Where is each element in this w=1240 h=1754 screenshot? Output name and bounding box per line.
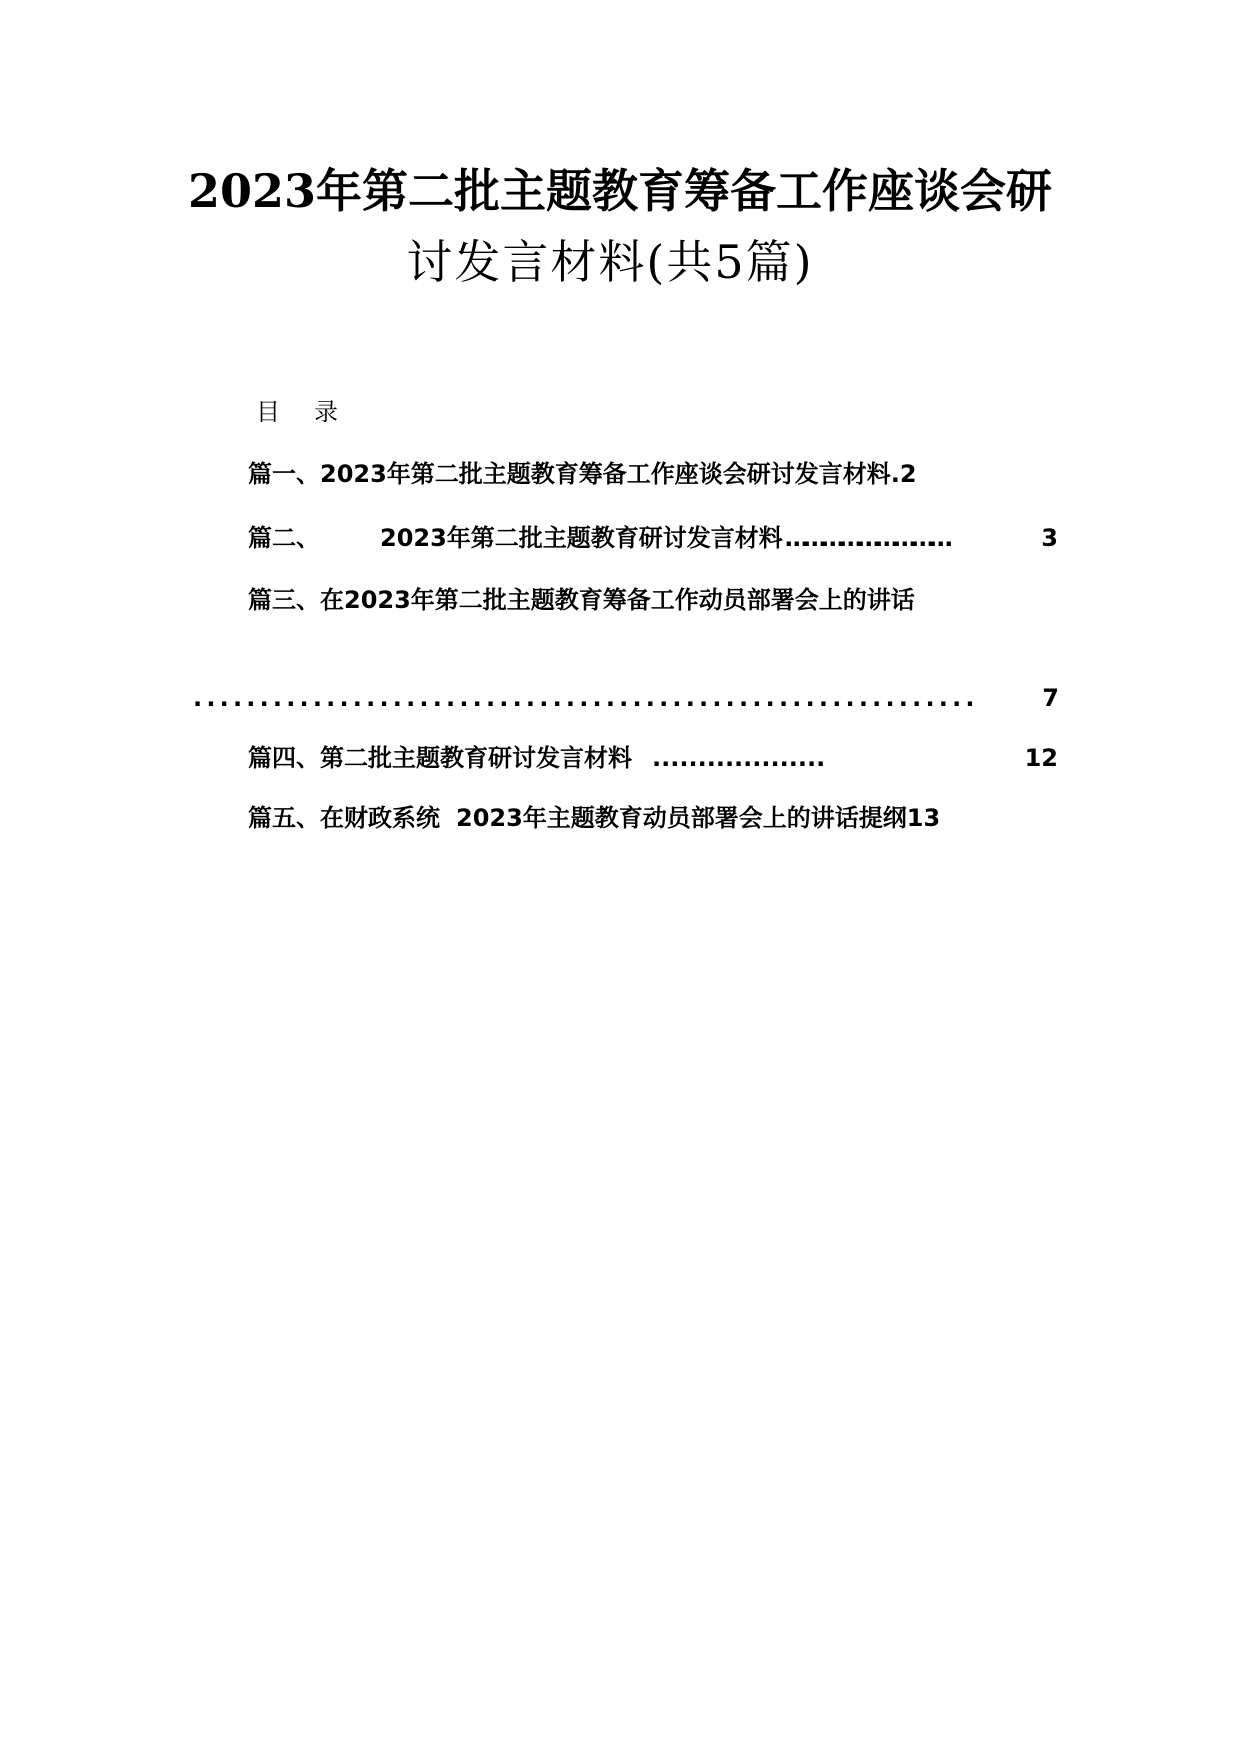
toc-heading [256, 396, 338, 428]
toc-entry-5-page: 13 [906, 804, 941, 832]
toc-entry-3-leader: ........................................................... [193, 684, 979, 712]
toc-entry-5[interactable] [248, 800, 1068, 836]
toc-entry-3-continuation[interactable] [193, 680, 1059, 716]
toc-entry-1-leader: . [890, 460, 900, 488]
toc-entry-1[interactable] [248, 456, 1058, 492]
toc-entry-5-prefix: 篇五、在财政系统 [248, 804, 440, 832]
toc-entry-2-prefix: 篇二、 [248, 524, 320, 552]
toc-entry-4[interactable] [248, 740, 1058, 776]
toc-heading-char-2: 录 [314, 398, 338, 426]
toc-entry-1-label: 篇一、2023年第二批主题教育筹备工作座谈会研讨发言材料 [248, 460, 891, 488]
toc-entry-2-leader: ……………………… [784, 524, 947, 552]
document-title-line-2: 讨发言材料(共5篇) [406, 235, 814, 289]
toc-entry-4-leader: ................... [652, 744, 826, 772]
toc-entry-1-page: 2 [899, 460, 917, 488]
toc-entry-2[interactable] [248, 520, 1058, 556]
toc-entry-2-page: 3 [1041, 524, 1058, 552]
toc-heading-char-1: 目 [256, 398, 280, 426]
toc-entry-4-page: 12 [1024, 744, 1058, 772]
toc-entry-3[interactable] [248, 582, 1058, 618]
toc-entry-4-label: 篇四、第二批主题教育研讨发言材料 [248, 744, 632, 772]
toc-entry-5-label: 2023年主题教育动员部署会上的讲话提纲 [456, 804, 907, 832]
document-title-line-1: 2023年第二批主题教育筹备工作座谈会研 [187, 164, 1053, 218]
toc-entry-2-label: 2023年第二批主题教育研讨发言材料 [380, 524, 783, 552]
toc-entry-3-page: 7 [1042, 684, 1059, 712]
toc-entry-3-label: 篇三、在2023年第二批主题教育筹备工作动员部署会上的讲话 [248, 586, 915, 614]
